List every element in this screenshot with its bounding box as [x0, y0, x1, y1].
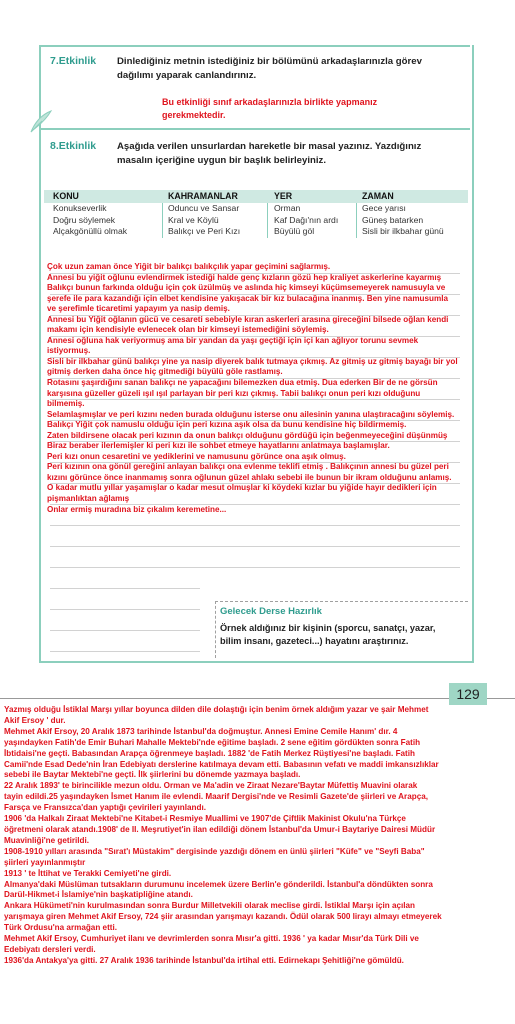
bio-line: öğretmeni olarak atandı.1908' de II. Meşrutiyet'in ilan edildiği dönem İstanbul'da Umur-i Baytariye Dairesi Müdür: [4, 824, 436, 834]
story-line: Biraz beraber ilerlemişler ki peri kızı ile sohbet etmeye hayatlarını anlatmaya başlamışlar.: [47, 441, 390, 451]
table-cell: Kaf Dağı'nın ardı: [274, 214, 339, 225]
story-line: Annesi bu Yiğit oğlanın gücü ve cesareti sebebiyle kıran askerleri arasına gireceğini bilsede oğlan kendi: [47, 314, 449, 324]
writing-rule: [50, 525, 460, 526]
quill-pen-icon: [26, 108, 54, 136]
table-header-cell: KAHRAMANLAR: [168, 191, 238, 201]
activity8-label: 8.Etkinlik: [50, 140, 97, 152]
story-line: Balıkçı Yiğit çok namuslu olduğu için peri kızına aşık olsa da bunu kendisine hiç bildirmemiş.: [47, 420, 407, 430]
page-number: 129: [449, 683, 487, 705]
table-header-row: [44, 190, 468, 203]
bio-line: yarışmaya giren Mehmet Akif Ersoy, 724 şiir arasından yarışmayı kazandı. Ödül olarak 500 lirayı almayı etmeyerek: [4, 912, 442, 922]
table-header-cell: KONU: [53, 191, 79, 201]
homework-line: bilim insanı, gazeteci...) hayatını araştırınız.: [220, 636, 409, 646]
bio-line: Ankara Hükümeti'nin kurulmasından sonra Burdur Milletvekili olarak meclise girdi. İstiklal Marşı için açılan: [4, 901, 416, 911]
homework-text: [220, 622, 465, 648]
story-line: Annesi bu yiğit oğlunu evlendirmek istediği halde genç kızların gözü hep kraliyet askerlerine kayarmış: [47, 272, 442, 282]
bio-line: Almanya'daki Müslüman tutsakların durumunu incelemek üzere Berlin'e gönderildi. İstanbul'a döndükten sonra: [4, 879, 433, 889]
bio-line: Mehmet Akif Ersoy, 20 Aralık 1873 tarihinde İstanbul'da doğmuştur. Annesi Emine Cemile Hanım' dır. 4: [4, 726, 398, 736]
activity7-text: [117, 55, 422, 83]
story-line: ve şerefimle ticaretimi yapayım ya nasip demiş.: [47, 304, 230, 314]
bio-line: Mehmet Akif Ersoy, Cumhuriyet ilanı ve devrimlerden sonra Mısır'a gitti. 1936 ' ya kadar Mısır'da Türk Dili ve: [4, 934, 419, 944]
table-cell: Oduncu ve Sansar: [168, 203, 240, 213]
note-line: Bu etkinliği sınıf arkadaşlarınızla birlikte yapmanız: [162, 97, 378, 107]
bio-line: şiirleri yayınlanmıştır: [4, 857, 86, 867]
bio-line: Muavinliği'ne getirildi.: [4, 835, 89, 845]
bio-line: Yazmış olduğu İstiklal Marşı yıllar boyunca dilden dile dolaştığı için benim örnek aldığım yazar ve şair Mehmet: [4, 705, 429, 714]
writing-rule: [50, 588, 200, 589]
story-line: pişmanlıktan ağlamış: [47, 494, 130, 504]
activity8-line: masalın içeriğine uygun bir başlık belirleyiniz.: [117, 155, 326, 166]
story-line: Balıkçı bunun farkında olduğu için çok üzülmüş ve aslında hiç kimseyi küçümsemeyerek namusuyla ve: [47, 283, 446, 293]
writing-rule: [50, 609, 200, 610]
bio-line: yaşındayken Fatih'de Emir Buhari Mahalle Mektebi'nde eğitime başladı. 2 sene eğitim gördükten sonra Fatih: [4, 737, 421, 747]
bio-line: Edebiyatı dersleri verdi.: [4, 944, 96, 954]
bio-line: Camii'nde Esad Dede'nin İran Edebiyatı derslerine katılmaya devam etti. Babasının vefatı ve maddi imkansızlıklar: [4, 759, 439, 769]
table-cell: Güneş batarken: [362, 214, 424, 225]
story-line: Rotasını şaşırdığını sanan balıkçı ne yapacağını bilemezken dua etmiş. Dua ederken Bir de ne görsün: [47, 378, 438, 388]
bio-line: 1936'da Antakya'ya gitti. 27 Aralık 1936 tarihinde İstanbul'da irtihal etti. Edirnekapı Şehitliği'ne gömüldü.: [4, 955, 404, 965]
activity7-line: Dinlediğiniz metnin istediğiniz bir bölümünü arkadaşlarınızla görev: [117, 56, 422, 67]
table-cell: Kral ve Köylü: [168, 214, 219, 225]
activity7-line: dağılımı yaparak canlandırınız.: [117, 70, 257, 81]
story-line: istiyormuş.: [47, 346, 91, 356]
teacher-note: [162, 96, 412, 122]
story-line: makamı için kendisiyle evlenecek olan bir kimseyi istemediğini söylemiş.: [47, 325, 329, 335]
story-line: kızını görünce önce inanmamış sonra oğlunun güzel ahlakı sebebi ile bunun bir ikram olduğunu anlamış.: [47, 472, 452, 482]
activity-divider: [39, 128, 470, 130]
bio-line: Darül-Hikmet-i İslamiye'nin başkatipliğine atandı.: [4, 890, 193, 900]
story-line: Sisli bir ilkbahar günü balıkçı yine ya nasip diyerek balık tutmaya çıkmış. Az gitmiş uz gitmiş bayağı bir yol: [47, 356, 458, 366]
table-cell: Alçakgönüllü olmak: [53, 226, 128, 236]
activity8-line: Aşağıda verilen unsurlardan hareketle bir masal yazınız. Yazdığınız: [117, 141, 422, 152]
table-cell: Doğru söylemek: [53, 214, 116, 225]
bio-line: tayin edildi.25 yaşındayken İsmet Hanım ile evlendi. Maarif Dergisi'nde ve Resimli Gazete'de şiirleri ve Arapça,: [4, 792, 428, 802]
table-row: [44, 226, 468, 238]
homework-line: Örnek aldığınız bir kişinin (sporcu, sanatçı, yazar,: [220, 623, 436, 633]
writing-rule: [50, 651, 200, 652]
story-line: karşısına güzeller güzeli ışıl ışıl parlayan bir peri kızı çıkmış. Tabii balıkçı onun peri kızı olduğunu: [47, 388, 421, 398]
table-cell: Sisli bir ilkbahar günü: [362, 226, 444, 236]
table-cell: Büyülü göl: [274, 226, 315, 236]
biography-answer: [4, 705, 514, 967]
table-header-cell: ZAMAN: [362, 191, 394, 201]
bio-line: 1906 'da Halkalı Ziraat Mektebi'ne Kitabet-i Resmiye Muallimi ve 1907'de Çiftlik Makinist Okulu'na Türkçe: [4, 814, 406, 824]
note-line: gerekmektedir.: [162, 110, 226, 120]
table-cell: Balıkçı ve Peri Kızı: [168, 226, 241, 236]
story-line: Selamlaşmışlar ve peri kızını neden burada olduğunu isterse onu ailesinin yanına ulaştıracağını söylemiş.: [47, 409, 455, 419]
table-cell: Orman: [274, 203, 301, 213]
table-row: [44, 215, 468, 227]
writing-rule: [50, 630, 200, 631]
story-line: Peri kızının ona gönül gereğini anlayan balıkçı ona evlenme teklifi etmiş . Balıkçının annesi bu güzel peri: [47, 462, 449, 472]
bio-line: sebebi ile Baytar Mektebi'ne geçti. İlk şiirlerini bu dönemde yazmaya başladı.: [4, 770, 301, 780]
story-line: şerefe ile para kazandığı için elbet kendisine yakışacak bir kız bulacağına inanmış. Ben yine namusumla: [47, 293, 448, 303]
activity8-text: [117, 140, 421, 168]
bio-line: 1908-1910 yılları arasında "Sırat'ı Müstakim" dergisinde yazdığı dönem en ünlü şiirleri "Küfe" ve "Seyfi Baba": [4, 846, 425, 856]
bio-line: Türk Ordusu'na armağan etti.: [4, 923, 117, 933]
bio-line: Farsça ve Fransızca'dan yaptığı çevirileri yayınlandı.: [4, 803, 206, 813]
homework-title: Gelecek Derse Hazırlık: [220, 606, 322, 617]
table-row: [44, 203, 468, 215]
story-line: O kadar mutlu yıllar yaşamışlar o kadar mesut olmuşlar ki köydeki kızlar bu yiğide hayır dedikleri için: [47, 483, 437, 493]
story-line: Peri kızı onun cesaretini ve yediklerini ve namusunu görünce ona aşık olmuş.: [47, 451, 346, 461]
bio-line: Akif Ersoy ' dur.: [4, 715, 66, 725]
activity7-label: 7.Etkinlik: [50, 55, 97, 67]
table-header-cell: YER: [274, 191, 293, 201]
story-line: Zaten bildirsene olacak peri kızının da onun balıkçı olduğunu gördüğü için beğenmeyeceğini düşünmüş: [47, 430, 448, 440]
table-cell: Gece yarısı: [362, 203, 406, 213]
story-line: gitmiş derken daha önce hiç gitmediği büyülü göle rastlamış.: [47, 367, 283, 377]
writing-rule: [50, 546, 460, 547]
writing-rule: [50, 567, 460, 568]
story-line: Onlar ermiş muradına biz çıkalım keremetine...: [47, 504, 227, 514]
story-line: Çok uzun zaman önce Yiğit bir balıkçı balıkçılık yapar geçimini sağlarmış.: [47, 262, 331, 271]
bio-line: 22 Aralık 1893' te birincilikle mezun oldu. Orman ve Ma'adin ve Ziraat Nezare'Baytar Müfettiş Muavini olarak: [4, 781, 418, 791]
story-elements-table: [44, 190, 468, 238]
bio-line: 1913 ' te İttihat ve Terakki Cemiyeti'ne girdi.: [4, 868, 172, 878]
story-line: Annesi oğluna hak veriyormuş ama bir yandan da yaşı geçtiği için içi kan ağlıyor torunu sevmek: [47, 335, 419, 345]
bio-line: İbtidaisi'ne geçti. Babasından Arapça öğrenmeye başladı. 1882 'de Fatih Merkez Rüştiyesi'ne başladı. Fatih: [4, 748, 415, 758]
page-separator: [0, 698, 515, 699]
story-line: bilmemiş.: [47, 399, 85, 409]
table-cell: Konukseverlik: [53, 203, 107, 213]
story-answer: [47, 262, 515, 515]
